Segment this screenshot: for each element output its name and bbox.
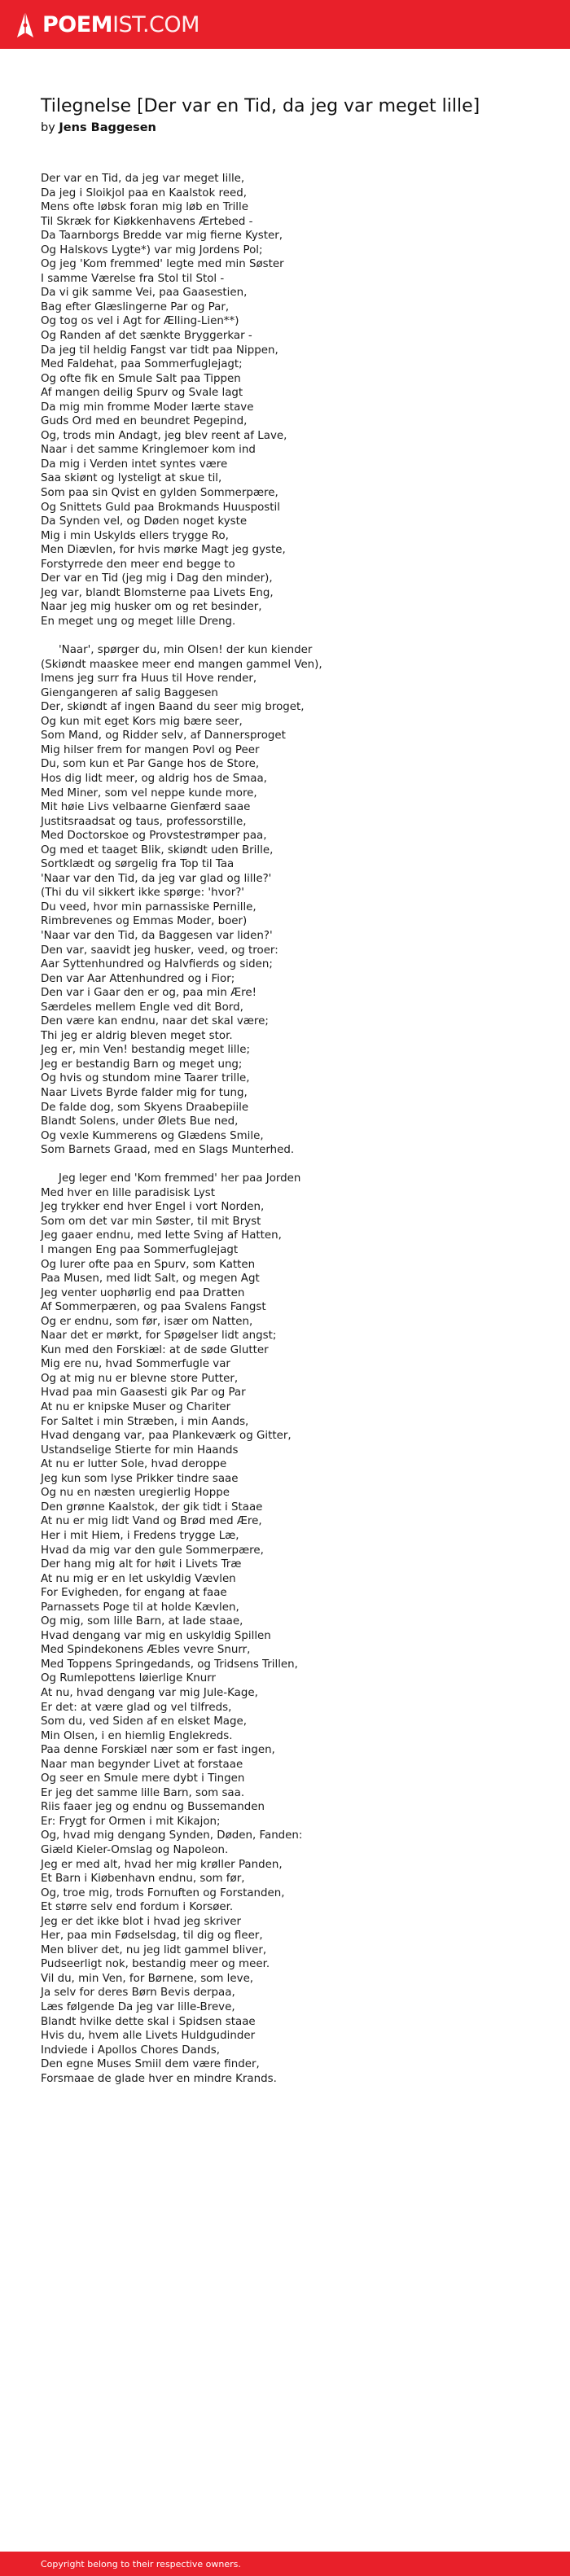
poem-line: Og ofte fik en Smule Salt paa Tippen [41, 372, 241, 385]
poem-line: Og er endnu, som før, især om Natten, [41, 1315, 253, 1328]
poem-stanza [41, 643, 497, 1158]
poem-line: Af mangen deilig Spurv og Svale lagt [41, 387, 243, 400]
poem-line: Læs følgende Da jeg var lille-Breve, [41, 2001, 235, 2013]
poem-line: Af Sommerpæren, og paa Svalens Fangst [41, 1301, 266, 1314]
poem-line: Den grønne Kaalstok, der gik tidt i Staae [41, 1500, 263, 1514]
poem-line: Og Rumlepottens løierlige Knurr [41, 1672, 216, 1685]
poem-line: Hvad da mig var den gule Sommerpære, [41, 1544, 264, 1557]
quill-logo-icon [16, 11, 34, 38]
poem-line: Med Faldehat, paa Sommerfuglejagt; [41, 358, 243, 371]
poem-line: Jeg er det ikke blot i hvad jeg skriver [41, 1915, 242, 1928]
poem-line: I samme Værelse fra Stol til Stol - [41, 272, 225, 285]
poem-line: Giæld Kieler-Omslag og Napoleon. [41, 1843, 229, 1856]
poem-line: Som Barnets Graad, med en Slags Munterhed. [41, 1144, 295, 1157]
poem-line: Der hang mig alt for høit i Livets Træ [41, 1558, 242, 1571]
poem-line: Pudseerligt nok, bestandig meer og meer. [41, 1958, 270, 1971]
poem-line: Da mig min fromme Moder lærte stave [41, 401, 254, 414]
poem-line: Riis faaer jeg og endnu og Bussemanden [41, 1801, 265, 1814]
poem-line: Hos dig lidt meer, og aldrig hos de Smaa, [41, 772, 267, 785]
poem-line: Og at mig nu er blevne store Putter, [41, 1372, 239, 1385]
poem-line: Imens jeg surr fra Huus til Hove render, [41, 672, 257, 686]
poem-line: 'Naar', spørger du, min Olsen! der kun kiender [59, 644, 313, 657]
poem-line: Og Snittets Guld paa Brokmands Huuspostil [41, 501, 280, 514]
poem-line: Jeg er med alt, hvad her mig krøller Panden, [41, 1858, 283, 1871]
poem-line: At nu er lutter Sole, hvad deroppe [41, 1458, 227, 1471]
poem-line: Og, hvad mig dengang Synden, Døden, Fanden: [41, 1829, 303, 1842]
poem-line: Og, troe mig, trods Fornuften og Forstanden, [41, 1886, 285, 1899]
poem-line: Og med et taaget Blik, skiøndt uden Brille, [41, 843, 274, 856]
poem-line: Den være kan endnu, naar det skal være; [41, 1015, 269, 1028]
poem-line: Her i mit Hiem, i Fredens trygge Læ, [41, 1529, 239, 1542]
poem-line: Justitsraadsat og taus, professorstille, [41, 815, 247, 828]
poem-line: Men Diævlen, for hvis mørke Magt jeg gyste, [41, 544, 286, 557]
poem-line: Jeg er, min Ven! bestandig meget lille; [41, 1044, 250, 1057]
poem-line: Indviede i Apollos Chores Dands, [41, 2044, 220, 2057]
poem-line: Som paa sin Qvist en gylden Sommerpære, [41, 487, 278, 500]
poem-line: Et større selv end fordum i Korsøer. [41, 1901, 234, 1914]
poem-body [41, 172, 497, 2086]
poem-line: Jeg venter uophørlig end paa Dratten [41, 1286, 245, 1299]
site-logo[interactable] [16, 11, 200, 38]
poem-line: Med Doctorskoe og Provstestrømper paa, [41, 830, 267, 843]
poem-line: Da vi gik samme Vei, paa Gaasestien, [41, 287, 248, 300]
poem-line: En meget ung og meget lille Dreng. [41, 615, 236, 628]
poem-line: Aar Syttenhundred og Halvfierds og siden; [41, 958, 273, 971]
poem-line: Paa denne Forskiæl nær som er fast ingen, [41, 1744, 275, 1757]
poem-line: Mens ofte løbsk foran mig løb en Trille [41, 201, 248, 214]
poem-line: Der var en Tid (jeg mig i Dag den minder), [41, 572, 273, 585]
poem-line: At nu er mig lidt Vand og Brød med Ære, [41, 1515, 262, 1528]
poem-line: Jeg leger end 'Kom fremmed' her paa Jorden [59, 1172, 301, 1185]
poem-line: Ja selv for deres Børn Bevis derpaa, [41, 1987, 235, 2000]
poem-line: Parnassets Poge til at holde Kævlen, [41, 1601, 239, 1614]
poem-line: Og Randen af det sænkte Bryggerkar - [41, 330, 252, 343]
poem-line: Og nu en næsten uregierlig Hoppe [41, 1487, 230, 1500]
poem-line: Og vexle Kummerens og Glædens Smile, [41, 1129, 264, 1142]
poem-line: Og, trods min Andagt, jeg blev reent af Lave, [41, 429, 287, 442]
poem-line: Sortklædt og sørgelig fra Top til Taa [41, 858, 235, 871]
poem-line: Jeg gaaer endnu, med lette Sving af Hatten, [41, 1229, 282, 1242]
poem-line: Der var en Tid, da jeg var meget lille, [41, 173, 245, 185]
poem-line: Og Halskovs Lygte*) var mig Jordens Pol; [41, 243, 263, 256]
poem-line: Bag efter Glæslingerne Par og Par, [41, 300, 230, 313]
poem-line: Der, skiøndt af ingen Baand du seer mig broget, [41, 701, 305, 714]
poem-line: Er det: at være glad og vel tilfreds, [41, 1701, 232, 1714]
logo-text-bold: POEM [42, 11, 113, 37]
poem-line: Hvad dengang var, paa Plankeværk og Gitter, [41, 1430, 292, 1443]
poem-line: Naar det er mørkt, for Spøgelser lidt angst; [41, 1330, 277, 1343]
poem-line: Er jeg det samme lille Barn, som saa. [41, 1786, 245, 1799]
poem-line: Som du, ved Siden af en elsket Mage, [41, 1715, 247, 1728]
poem-line: Blandt hvilke dette skal i Spidsen staae [41, 2015, 256, 2028]
poem-line: Med hver en lille paradisisk Lyst [41, 1186, 216, 1199]
poem-line: Naar Livets Byrde falder mig for tung, [41, 1087, 248, 1099]
poem-line: De falde dog, som Skyens Draabepiile [41, 1101, 249, 1114]
poem-line: Saa skiønt og lysteligt at skue til, [41, 472, 222, 485]
poem-line: Mig i min Uskylds ellers trygge Ro, [41, 529, 229, 542]
poem-line: Og hvis og stundom mine Taarer trille, [41, 1072, 250, 1085]
poem-line: Særdeles mellem Engle ved dit Bord, [41, 1001, 243, 1014]
poem-line: 'Naar var den Tid, da jeg var glad og lille?' [41, 872, 272, 885]
poem-title: Tilegnelse [Der var en Tid, da jeg var meget lille] [41, 96, 480, 116]
poem-line: Naar man begynder Livet at forstaae [41, 1758, 243, 1771]
poem-line: Den var, saavidt jeg husker, veed, og troer: [41, 944, 278, 957]
poem-line: Med Spindekonens Æbles vevre Snurr, [41, 1644, 251, 1657]
poem-line: Naar i det samme Kringlemoer kom ind [41, 444, 256, 457]
poem-line: Paa Musen, med lidt Salt, og megen Agt [41, 1273, 260, 1286]
site-header [0, 0, 570, 49]
poem-line: Og lurer ofte paa en Spurv, som Katten [41, 1258, 256, 1271]
poem-line: Som Mand, og Ridder selv, af Dannersproget [41, 729, 286, 743]
poem-line: Min Olsen, i en hiemlig Englekreds. [41, 1729, 233, 1742]
poem-line: Mig hilser frem for mangen Povl og Peer [41, 743, 260, 756]
poem-line: Som om det var min Søster, til mit Bryst [41, 1215, 261, 1228]
poem-line: Da Synden vel, og Døden noget kyste [41, 515, 248, 528]
poem-line: Og seer en Smule mere dybt i Tingen [41, 1772, 245, 1785]
poem-line: Blandt Solens, under Ølets Bue ned, [41, 1115, 239, 1128]
poem-line: Her, paa min Fødselsdag, til dig og fleer, [41, 1930, 263, 1943]
poem-line: Rimbrevenes og Emmas Moder, boer) [41, 915, 248, 928]
poem-line: Kun med den Forskiæl: at de søde Glutter [41, 1343, 269, 1356]
poem-line: Da jeg til heldig Fangst var tidt paa Nippen, [41, 344, 278, 357]
poem-line: Hvis du, hvem alle Livets Huldgudinder [41, 2030, 256, 2043]
poem-line: At nu, hvad dengang var mig Jule-Kage, [41, 1686, 258, 1699]
poem-line: For Evigheden, for engang at faae [41, 1587, 227, 1600]
poem-line: Med Miner, som vel neppe kunde more, [41, 786, 257, 800]
poem-line: Thi jeg er aldrig bleven meget stor. [41, 1029, 233, 1042]
poem-line: Men bliver det, nu jeg lidt gammel bliver, [41, 1943, 267, 1956]
poem-line: Og kun mit eget Kors mig bære seer, [41, 715, 243, 728]
poem-line: Hvad dengang var mig en uskyldig Spillen [41, 1629, 271, 1642]
byline-prefix: by [41, 121, 55, 134]
poem-line: At nu mig er en let uskyldig Vævlen [41, 1572, 236, 1585]
poem-line: Med Toppens Springedands, og Tridsens Trillen, [41, 1658, 298, 1671]
poem-line: Den egne Muses Smiil dem være finder, [41, 2058, 260, 2071]
poem-line: Jeg kun som lyse Prikker tindre saae [41, 1472, 239, 1485]
poem-line: For Saltet i min Stræben, i min Aands, [41, 1415, 249, 1428]
poem-article [41, 96, 497, 2086]
poem-line: Vil du, min Ven, for Børnene, som leve, [41, 1972, 254, 1985]
poem-line: Forstyrrede den meer end begge to [41, 558, 235, 571]
poem-stanza [41, 1172, 497, 2086]
poem-line: Til Skræk for Kiøkkenhavens Ærtebed - [41, 215, 253, 228]
site-logo-text [42, 11, 200, 37]
poem-line: Du veed, hvor min parnassiske Pernille, [41, 900, 256, 913]
poem-line: Jeg er bestandig Barn og meget ung; [41, 1058, 243, 1071]
poem-line: I mangen Eng paa Sommerfuglejagt [41, 1244, 239, 1257]
poem-line: Og mig, som lille Barn, at lade staae, [41, 1615, 243, 1628]
poem-line: Mig ere nu, hvad Sommerfugle var [41, 1358, 230, 1371]
poem-line: Ustandselige Stierte for min Haands [41, 1444, 239, 1457]
poem-line: Den var i Gaar den er og, paa min Ære! [41, 987, 256, 1000]
site-footer [0, 2552, 570, 2576]
poem-line: Du, som kun et Par Gange hos de Store, [41, 758, 260, 771]
poem-line: Guds Ord med en beundret Pegepind, [41, 415, 248, 428]
poem-line: (Thi du vil sikkert ikke spørge: 'hvor?' [41, 887, 244, 900]
poem-line: 'Naar var den Tid, da Baggesen var liden?' [41, 929, 273, 942]
copyright-notice: Copyright belong to their respective owners. [41, 2558, 241, 2569]
poem-line: Et Barn i Kiøbenhavn endnu, som før, [41, 1873, 245, 1886]
poem-line: Forsmaae de glade hver en mindre Krands. [41, 2072, 277, 2085]
poem-line: Jeg var, blandt Blomsterne paa Livets Eng, [41, 586, 274, 599]
poem-line: Naar jeg mig husker om og ret besinder, [41, 601, 262, 614]
author-link[interactable]: Jens Baggesen [59, 121, 156, 134]
poem-line: Da Taarnborgs Bredde var mig fierne Kyster, [41, 230, 283, 243]
poem-stanza [41, 172, 497, 629]
poem-line: Og tog os vel i Agt for Ælling-Lien**) [41, 315, 239, 328]
poem-line: Giengangeren af salig Baggesen [41, 686, 218, 699]
poem-line: Hvad paa min Gaasesti gik Par og Par [41, 1387, 246, 1400]
poem-line: Da mig i Verden intet syntes være [41, 458, 228, 471]
poem-line: Er: Frygt for Ormen i mit Kikajon; [41, 1815, 221, 1828]
poem-line: Og jeg 'Kom fremmed' legte med min Søster [41, 258, 284, 271]
poem-line: Den var Aar Attenhundred og i Fior; [41, 972, 235, 985]
poem-line: (Skiøndt maaskee meer end mangen gammel Ven), [41, 658, 322, 671]
poem-line: Jeg trykker end hver Engel i vort Norden, [41, 1201, 265, 1214]
poem-line: Da jeg i Sloikjol paa en Kaalstok reed, [41, 186, 247, 199]
logo-text-light: IST.COM [112, 11, 200, 37]
poem-line: At nu er knipske Muser og Chariter [41, 1401, 231, 1414]
poem-line: Mit høie Livs velbaarne Gienfærd saae [41, 801, 251, 814]
poem-byline [41, 120, 497, 136]
